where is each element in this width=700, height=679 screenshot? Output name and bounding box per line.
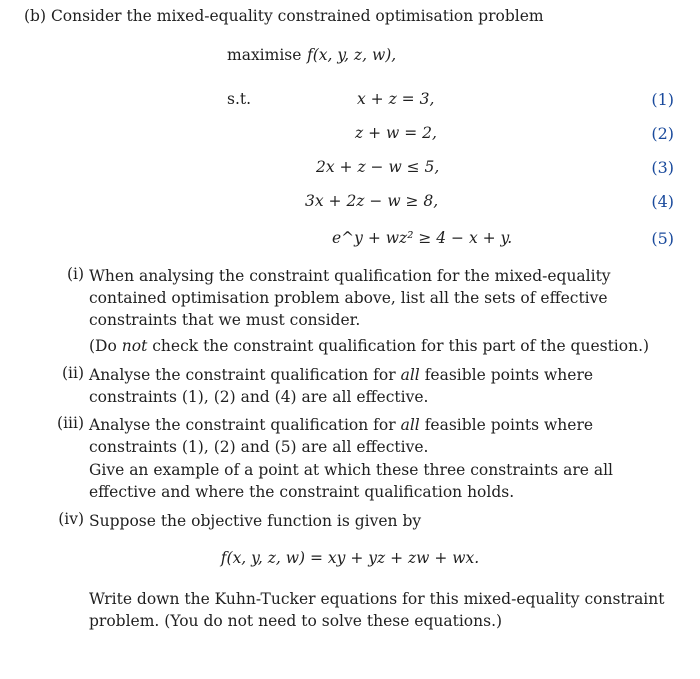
part-ii-number: (ii)	[61, 364, 84, 382]
constraint-3: 2x + z − w ≤ 5,	[316, 158, 440, 176]
subject-to-label: s.t.	[227, 90, 252, 108]
question-header: (b) Consider the mixed-equality constrained optimisation problem	[24, 7, 544, 25]
part-i-note: (Do not check the constraint qualification for this part of the question.)	[89, 337, 650, 355]
constraint-1-tag: (1)	[651, 90, 674, 109]
part-iii-text-2: Give an example of a point at which these three constraints are all effective and where the constraint qualification holds.	[89, 461, 614, 501]
part-i-text: When analysing the constraint qualification for the mixed-equality contained optimisation problem above, list all the sets of effective constraints that we must consider.	[89, 267, 611, 329]
objective-label: maximise	[227, 46, 302, 64]
part-ii-text: Analyse the constraint qualification for all feasible points where constraints (1), (2) and (4) are all effective.	[89, 366, 594, 406]
constraint-5-tag: (5)	[651, 229, 674, 248]
constraint-2-tag: (2)	[651, 124, 674, 143]
part-i-number: (i)	[66, 265, 84, 283]
constraint-5: e^y + wz² ≥ 4 − x + y.	[332, 229, 513, 247]
constraint-4: 3x + 2z − w ≥ 8,	[305, 192, 439, 210]
part-iv-number: (iv)	[58, 510, 84, 528]
part-iii-number: (iii)	[57, 414, 84, 432]
part-iv-text-2: Write down the Kuhn-Tucker equations for this mixed-equality constraint problem. (You do not need to solve these equations.)	[89, 590, 665, 630]
objective-function: f(x, y, z, w),	[307, 46, 397, 64]
part-iii-text: Analyse the constraint qualification for all feasible points where constraints (1), (2) and (5) are all effective.	[89, 416, 594, 456]
constraint-1: x + z = 3,	[357, 90, 435, 108]
constraint-4-tag: (4)	[651, 192, 674, 211]
objective-formula: f(x, y, z, w) = xy + yz + zw + wx.	[220, 549, 480, 567]
part-iv-text: Suppose the objective function is given by	[89, 512, 422, 530]
constraint-2: z + w = 2,	[355, 124, 437, 142]
constraint-3-tag: (3)	[651, 158, 674, 177]
